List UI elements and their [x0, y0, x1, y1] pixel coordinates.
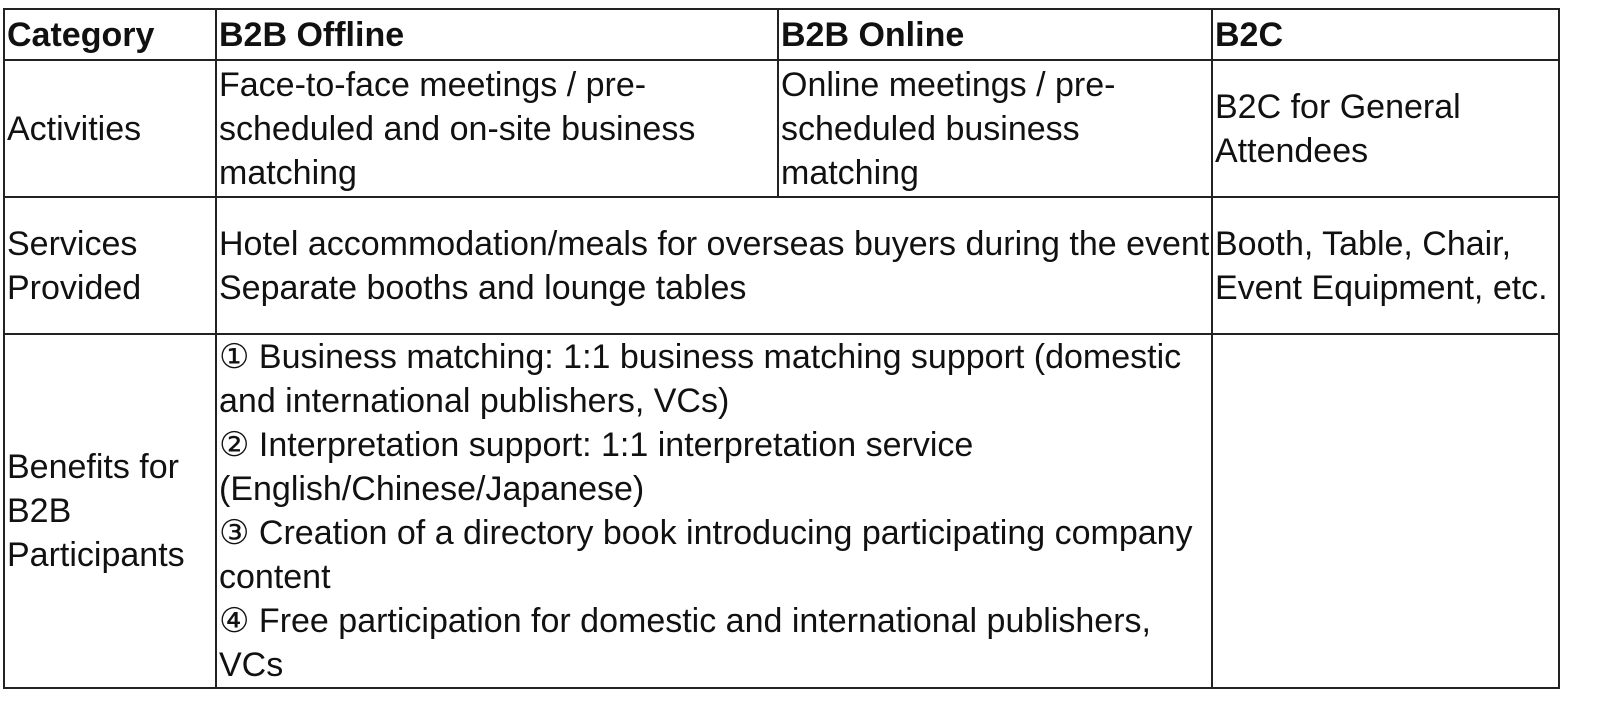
- benefit-item-4: ④ Free participation for domestic and international publishers, VCs: [219, 602, 1151, 684]
- row-label-benefits-line2: B2B: [7, 492, 72, 530]
- comparison-table: [3, 8, 1560, 689]
- row-label-benefits-line1: Benefits for: [7, 448, 179, 486]
- cell-services-b2b-line2: Separate booths and lounge tables: [219, 268, 747, 307]
- cell-services-b2b-line1: Hotel accommodation/meals for overseas buyers during the event: [219, 224, 1210, 263]
- benefit-item-3: ③ Creation of a directory book introducing participating company content: [219, 514, 1193, 596]
- cell-activities-b2b-online: Online meetings / pre-scheduled business matching: [778, 60, 1212, 197]
- row-label-services-line1: Services: [7, 224, 138, 263]
- row-label-activities: Activities: [4, 60, 216, 197]
- header-row: [4, 9, 1559, 60]
- header-b2c: B2C: [1212, 9, 1559, 60]
- cell-benefits-b2c: [1212, 334, 1559, 688]
- row-label-services-line2: Provided: [7, 268, 142, 307]
- row-label-benefits: [4, 334, 216, 688]
- header-category: Category: [4, 9, 216, 60]
- table-row-activities: [4, 60, 1559, 197]
- header-b2b-offline: B2B Offline: [216, 9, 778, 60]
- cell-services-b2c: Booth, Table, Chair, Event Equipment, etc.: [1212, 197, 1559, 334]
- benefit-item-2: ② Interpretation support: 1:1 interpretation service (English/Chinese/Japanese): [219, 426, 974, 508]
- row-label-services: [4, 197, 216, 334]
- cell-services-b2b: [216, 197, 1212, 334]
- cell-activities-b2b-offline: Face-to-face meetings / pre-scheduled and on-site business matching: [216, 60, 778, 197]
- cell-activities-b2c: B2C for General Attendees: [1212, 60, 1559, 197]
- cell-benefits-b2b: [216, 334, 1212, 688]
- benefit-item-1: ① Business matching: 1:1 business matching support (domestic and international publishers, VCs): [219, 338, 1182, 420]
- row-label-benefits-line3: Participants: [7, 536, 185, 574]
- table-row-services: [4, 197, 1559, 334]
- table-row-benefits: [4, 334, 1559, 688]
- header-b2b-online: B2B Online: [778, 9, 1212, 60]
